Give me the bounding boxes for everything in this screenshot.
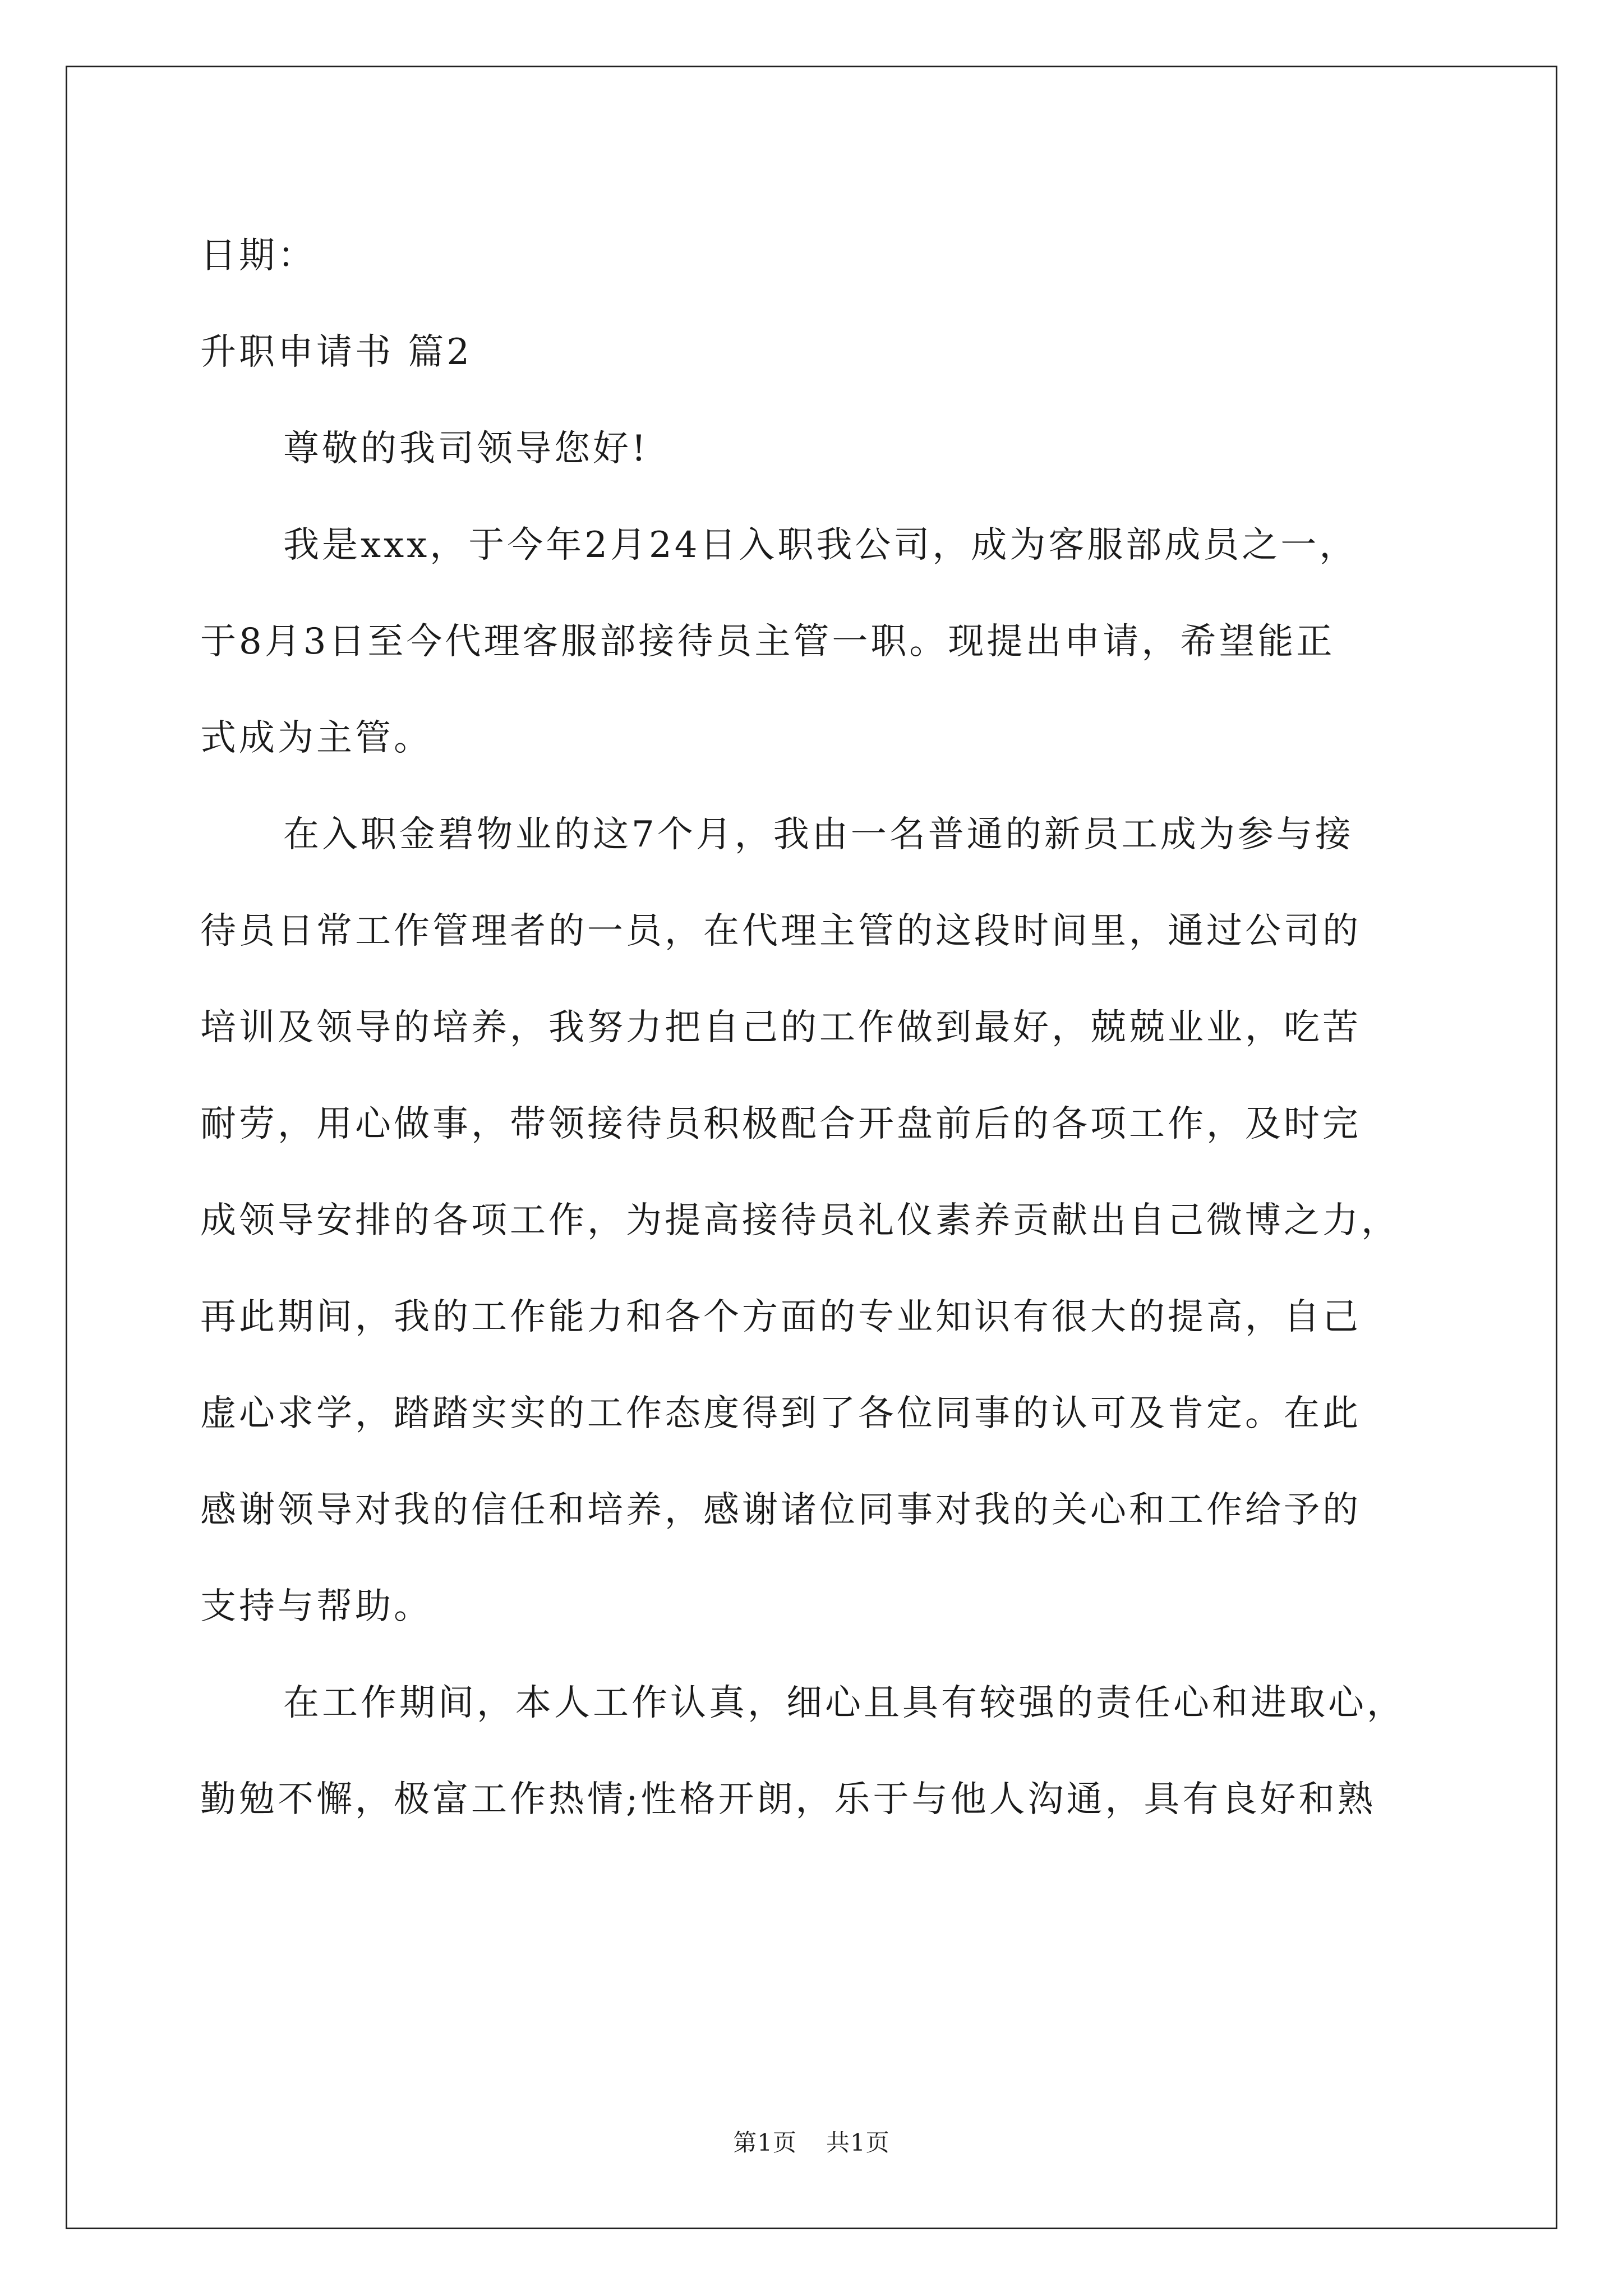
paragraph-line: 再此期间，我的工作能力和各个方面的专业知识有很大的提高，自己 xyxy=(200,1296,1361,1338)
paragraph-line: 待员日常工作管理者的一员，在代理主管的这段时间里，通过公司的 xyxy=(200,910,1361,952)
paragraph-line: 我是xxx，于今年2月24日入职我公司，成为客服部成员之一， xyxy=(283,524,1358,566)
page-total: 共1页 xyxy=(826,2129,890,2156)
paragraph-line: 感谢领导对我的信任和培养，感谢诸位同事对我的关心和工作给予的 xyxy=(200,1489,1361,1531)
paragraph-3 xyxy=(200,1655,1423,1848)
paragraph-line: 支持与帮助。 xyxy=(200,1586,432,1627)
paragraph-line: 耐劳，用心做事，带领接待员积极配合开盘前后的各项工作，及时完 xyxy=(200,1103,1361,1145)
page-number: 第1页 xyxy=(733,2129,797,2156)
paragraph-line: 式成为主管。 xyxy=(200,717,432,759)
paragraph-line: 勤勉不懈，极富工作热情;性格开朗，乐于与他人沟通，具有良好和熟 xyxy=(200,1779,1376,1820)
section-title: 升职申请书 篇2 xyxy=(200,332,473,373)
paragraph-line: 培训及领导的培养，我努力把自己的工作做到最好，兢兢业业，吃苦 xyxy=(200,1007,1361,1048)
paragraph-1 xyxy=(200,497,1423,786)
paragraph-line: 于8月3日至今代理客服部接待员主管一职。现提出申请，希望能正 xyxy=(200,621,1335,662)
paragraph-line: 虚心求学，踏踏实实的工作态度得到了各位同事的认可及肯定。在此 xyxy=(200,1393,1361,1434)
document-body xyxy=(200,208,1423,1848)
paragraph-line: 成领导安排的各项工作，为提高接待员礼仪素养贡献出自己微博之力， xyxy=(200,1200,1400,1241)
paragraph-line: 在工作期间，本人工作认真，细心且具有较强的责任心和进取心， xyxy=(283,1682,1405,1724)
greeting: 尊敬的我司领导您好! xyxy=(283,428,649,470)
date-label: 日期： xyxy=(200,235,316,277)
paragraph-line: 在入职金碧物业的这7个月，我由一名普通的新员工成为参与接 xyxy=(283,814,1354,855)
paragraph-2 xyxy=(200,786,1423,1655)
page-footer xyxy=(0,2126,1623,2160)
